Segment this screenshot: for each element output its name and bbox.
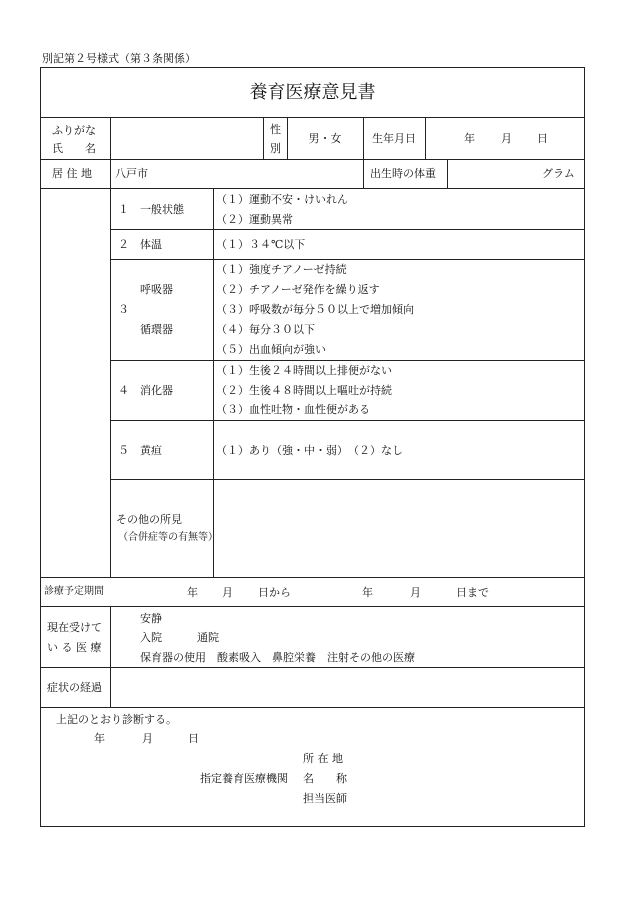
resp-item-3[interactable]: （３）呼吸数が毎分５０以上で増加傾向 xyxy=(216,303,414,316)
birth-weight-field[interactable] xyxy=(448,160,538,187)
birth-weight-label: 出生時の体重 xyxy=(370,167,436,180)
dob-month: 月 xyxy=(501,132,512,145)
jaundice-label: ５ 黄疸 xyxy=(118,444,162,457)
general-label: １ 一般状態 xyxy=(118,203,184,216)
sex-label: 性 xyxy=(270,123,281,136)
rule xyxy=(263,117,264,159)
rule xyxy=(110,117,111,577)
dob-day: 日 xyxy=(537,132,548,145)
sex-options[interactable]: 男・女 xyxy=(308,132,342,145)
digest-item-2[interactable]: （２）生後４８時間以上嘔吐が持続 xyxy=(216,384,392,397)
temp-item-1[interactable]: （１）３４℃以下 xyxy=(216,238,306,251)
other-findings-field[interactable] xyxy=(214,480,584,576)
dob-field[interactable] xyxy=(426,118,584,158)
certify-month: 月 xyxy=(142,732,153,745)
rule xyxy=(110,360,585,361)
furigana-label: ふりがな xyxy=(52,124,96,137)
name-label: 氏 名 xyxy=(52,142,96,155)
jaundice-item[interactable]: （１）あり（強・中・弱） （２）なし xyxy=(216,444,403,457)
digest-item-1[interactable]: （１）生後２４時間以上排便がない xyxy=(216,364,392,377)
period-label: 診療予定期間 xyxy=(44,586,104,597)
treatment-outpatient[interactable]: 通院 xyxy=(197,631,219,644)
rule xyxy=(40,188,585,189)
treatment-inpatient[interactable]: 入院 xyxy=(140,631,162,644)
resp-item-2[interactable]: （２）チアノーゼ発作を繰り返す xyxy=(216,283,380,296)
resp-item-1[interactable]: （１）強度チアノーゼ持続 xyxy=(216,263,347,276)
circ-label: 循環器 xyxy=(140,323,173,336)
general-item-2[interactable]: （２）運動異常 xyxy=(216,213,293,226)
dob-label: 生年月日 xyxy=(372,132,416,145)
certify-day: 日 xyxy=(188,732,199,745)
sex-label-2: 別 xyxy=(270,142,281,155)
progress-field[interactable] xyxy=(111,668,584,706)
period-field[interactable] xyxy=(111,578,584,605)
rule xyxy=(110,420,585,421)
rule xyxy=(40,707,585,708)
rule xyxy=(110,229,585,230)
digest-label: ４ 消化器 xyxy=(118,384,173,397)
certify-statement: 上記のとおり診断する。 xyxy=(56,713,177,726)
period-day-2: 日まで xyxy=(456,586,489,599)
rule xyxy=(363,117,364,188)
location-label: 所 在 地 xyxy=(303,752,343,765)
institution-label: 指定養育医療機関 xyxy=(200,772,288,785)
resp-num: ３ xyxy=(118,303,129,316)
name-field[interactable] xyxy=(111,118,262,158)
period-year-2: 年 xyxy=(362,586,373,599)
rule xyxy=(40,606,585,607)
institution-name-label: 名 称 xyxy=(303,772,347,785)
current-label-2: い る 医 療 xyxy=(47,641,102,654)
period-month-1: 月 xyxy=(222,586,233,599)
address-label: 居 住 地 xyxy=(52,167,92,180)
doctor-label: 担当医師 xyxy=(303,792,347,805)
form-reference: 別記第２号様式（第３条関係） xyxy=(42,52,196,65)
period-month-2: 月 xyxy=(410,586,421,599)
resp-item-4[interactable]: （４）毎分３０以下 xyxy=(216,323,315,336)
resp-label: 呼吸器 xyxy=(140,283,173,296)
address-value[interactable]: 八戸市 xyxy=(115,167,148,180)
other-label: その他の所見 xyxy=(116,513,182,526)
signature-area[interactable] xyxy=(360,745,580,809)
temp-label: ２ 体温 xyxy=(118,238,162,251)
birth-weight-unit: グラム xyxy=(542,167,575,180)
progress-label: 症状の経過 xyxy=(47,681,102,694)
resp-item-5[interactable]: （５）出血傾向が強い xyxy=(216,343,326,356)
treatment-rest[interactable]: 安静 xyxy=(140,612,162,625)
form-title: 養育医療意見書 xyxy=(249,82,376,103)
period-day-1: 日から xyxy=(258,586,291,599)
certify-year: 年 xyxy=(94,732,105,745)
rule xyxy=(110,259,585,260)
general-item-1[interactable]: （１）運動不安・けいれん xyxy=(216,193,348,206)
current-label-1: 現在受けて xyxy=(47,621,102,634)
digest-item-3[interactable]: （３）血性吐物・血性便がある xyxy=(216,403,370,416)
treatment-options[interactable]: 保育器の使用 酸素吸入 鼻腔栄養 注射その他の医療 xyxy=(140,651,415,664)
other-sub: （合併症等の有無等） xyxy=(118,532,218,543)
dob-year: 年 xyxy=(464,132,475,145)
period-year-1: 年 xyxy=(187,586,198,599)
